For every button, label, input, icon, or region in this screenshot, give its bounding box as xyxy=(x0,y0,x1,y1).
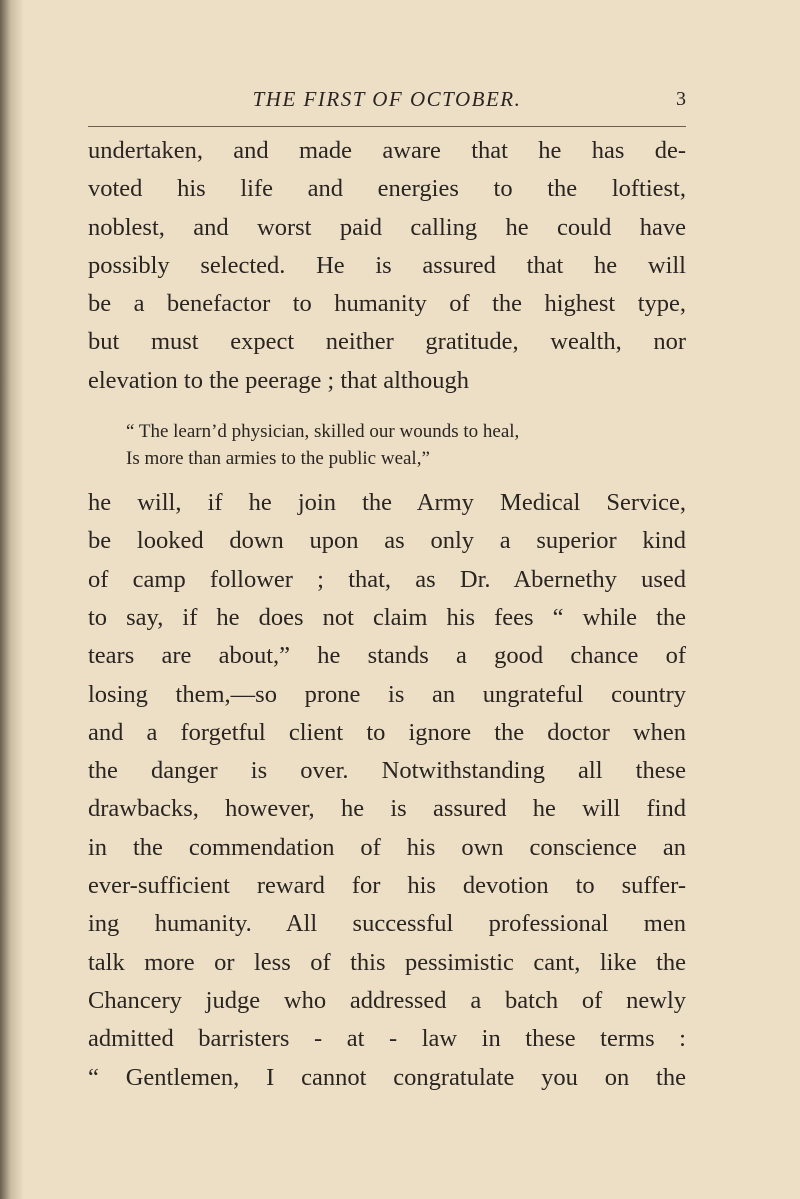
text-line: elevation to the peerage ; that although xyxy=(88,366,469,394)
verse-line: “ The learn’d physician, skilled our wounds to heal, xyxy=(126,421,520,443)
text-line: drawbacks, however, he is assured he will find xyxy=(88,795,686,823)
verse-quotation xyxy=(126,418,686,472)
paragraph-2 xyxy=(88,484,686,1097)
text-line: he will, if he join the Army Medical Service, xyxy=(88,489,686,517)
text-line: noblest, and worst paid calling he could have xyxy=(88,213,686,241)
text-line: ing humanity. All successful professional men xyxy=(88,910,686,938)
header-rule xyxy=(88,126,686,127)
text-line: in the commendation of his own conscience an xyxy=(88,833,686,861)
verse-line: Is more than armies to the public weal,” xyxy=(126,448,430,470)
text-line: and a forgetful client to ignore the doctor when xyxy=(88,718,686,746)
text-line: be looked down upon as only a superior kind xyxy=(88,527,686,555)
text-line: possibly selected. He is assured that he will xyxy=(88,251,686,279)
text-line: admitted barristers - at - law in these terms : xyxy=(88,1025,686,1053)
text-line: Chancery judge who addressed a batch of newly xyxy=(88,986,686,1014)
text-line: “ Gentlemen, I cannot congratulate you on the xyxy=(88,1063,686,1091)
text-line: be a benefactor to humanity of the highest type, xyxy=(88,290,686,318)
text-line: of camp follower ; that, as Dr. Abernethy used xyxy=(88,565,686,593)
text-line: to say, if he does not claim his fees “ while the xyxy=(88,603,686,631)
text-line: tears are about,” he stands a good chance of xyxy=(88,642,686,670)
page-number: 3 xyxy=(676,88,686,110)
text-line: but must expect neither gratitude, wealth, nor xyxy=(88,328,686,356)
running-title: THE FIRST OF OCTOBER. xyxy=(252,87,522,111)
body-text xyxy=(88,132,686,1097)
running-head xyxy=(88,86,686,116)
text-line: voted his life and energies to the loftiest, xyxy=(88,175,686,203)
text-line: losing them,—so prone is an ungrateful country xyxy=(88,680,686,708)
text-line: the danger is over. Notwithstanding all these xyxy=(88,757,686,785)
paragraph-1 xyxy=(88,132,686,400)
text-line: undertaken, and made aware that he has de- xyxy=(88,137,686,164)
text-line: ever-sufficient reward for his devotion to suffer- xyxy=(88,872,686,900)
text-line: talk more or less of this pessimistic cant, like the xyxy=(88,948,686,976)
